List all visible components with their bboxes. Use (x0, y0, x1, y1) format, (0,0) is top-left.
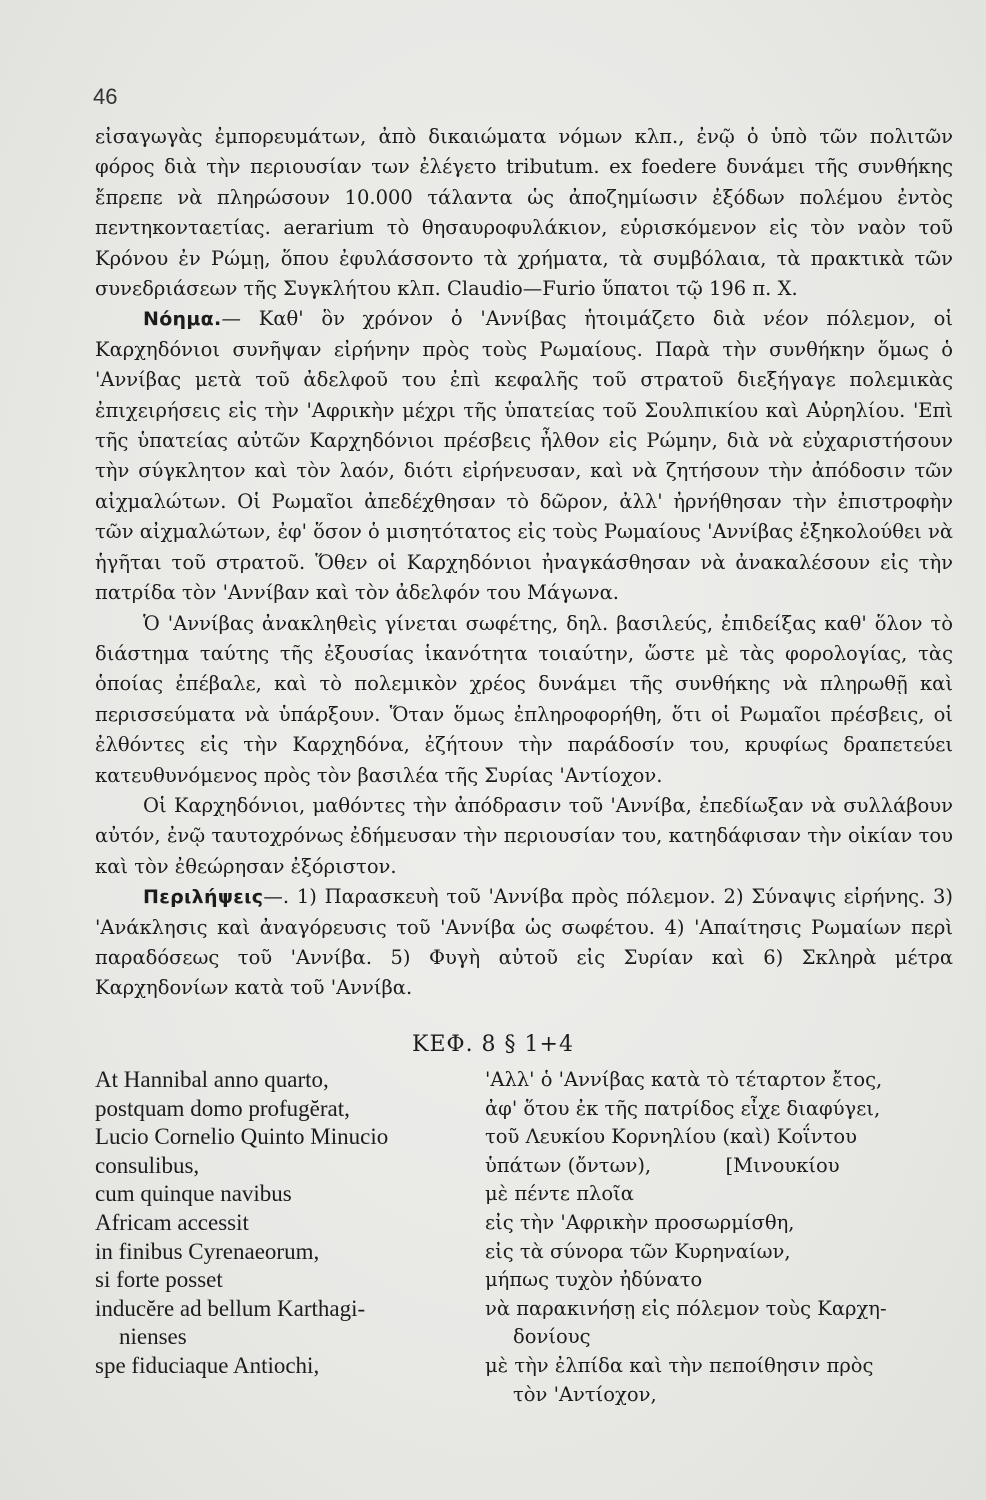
latin-column (95, 1066, 465, 1381)
paragraph-text: —. 1) Παρασκευὴ τοῦ 'Αννίβα πρὸς πόλεμον. 2) Σύναψις εἰρήνης. 3) 'Ανάκλησις καὶ ἀναγόρευσις τοῦ 'Αννίβα ὡς σωφέτου. 4) 'Απαίτησις Ρωμαίων περὶ παραδόσεως τοῦ 'Αννίβα. 5) Φυγὴ αὐτοῦ εἰς Συρίαν καὶ 6) Σκληρὰ μέτρα Καρχηδονίων κατὰ τοῦ 'Αννίβα. (95, 885, 953, 1000)
paragraph-text: Ὁ 'Αννίβας ἀνακληθεὶς γίνεται σωφέτης, δηλ. βασιλεύς, ἐπιδείξας καθ' ὅλον τὸ διάστημα ταύτης τῆς ἐξουσίας ἱκανότητα τοιαύτην, ὥστε μὲ τὰς φορολογίας, τὰς ὁποίας ἐπέβαλε, καὶ τὸ πολεμικὸν χρέος δυνάμει τῆς συνθήκης νὰ πληρωθῇ καὶ περισσεύματα νὰ ὑπάρξουν. Ὅταν ὅμως ἐπληροφορήθη, ὅτι οἱ Ρωμαῖοι πρέσβεις, οἱ ἐλθόντες εἰς τὴν Καρχηδόνα, ἐζήτουν τὴν παράδοσίν του, κρυφίως δραπετεύει κατευθυνόμενος πρὸς τὸν βασιλέα τῆς Συρίας 'Αντίοχον. (95, 611, 953, 787)
chapter-heading: ΚΕΦ. 8 § 1+4 (412, 1032, 574, 1057)
greek-line: ὑπάτων (ὄντων), [Μινουκίου (485, 1153, 840, 1177)
latin-line: in finibus Cyrenaeorum, (95, 1238, 320, 1264)
page-number: 46 (93, 84, 118, 109)
greek-line: μὲ πέντε πλοῖα (485, 1182, 634, 1206)
latin-line: si forte posset (95, 1267, 223, 1293)
latin-line: spe fiduciaque Antiochi, (95, 1352, 320, 1378)
greek-line: τοῦ Λευκίου Κορνηλίου (καὶ) Κοΐντου (485, 1125, 857, 1149)
commentary-text (95, 122, 953, 1004)
greek-line: εἰς τὰ σύνορα τῶν Κυρηναίων, (485, 1239, 791, 1263)
greek-line: ἀφ' ὅτου ἐκ τῆς πατρίδος εἶχε διαφύγει, (485, 1096, 881, 1120)
latin-line: cum quinque navibus (95, 1181, 292, 1207)
paragraph-lead: Περιλήψεις (143, 886, 264, 909)
paragraph-text: Οἱ Καρχηδόνιοι, μαθόντες τὴν ἀπόδρασιν τοῦ 'Αννίβα, ἐπεδίωξαν νὰ συλλάβουν αὐτόν, ἐνῷ ταυτοχρόνως ἐδήμευσαν τὴν περιουσίαν του, κατηδάφισαν τὴν οἰκίαν του καὶ τὸν ἐθεώρησαν ἐξόριστον. (95, 793, 953, 878)
greek-line: νὰ παρακινήσῃ εἰς πόλεμον τοὺς Καρχη- (485, 1296, 887, 1320)
greek-line: 'Αλλ' ὁ 'Αννίβας κατὰ τὸ τέταρτον ἔτος, (485, 1068, 883, 1091)
paragraph-carthaginians-pursuit (95, 791, 953, 882)
paragraph-text: εἰσαγωγὰς ἐμπορευμάτων, ἀπὸ δικαιώματα νόμων κλπ., ἐνῷ ὁ ὑπὸ τῶν πολιτῶν φόρος διὰ τὴν περιουσίαν των ἐλέγετο tributum. ex foedere δυνάμει τῆς συνθήκης ἔπρεπε νὰ πληρώσουν 10.000 τάλαντα ὡς ἀποζημίωσιν ἐξόδων πολέμου ἐντὸς πεντηκονταετίας. aerarium τὸ θησαυροφυλάκιον, εὑρισκόμενον εἰς τὸν ναὸν τοῦ Κρόνου ἐν Ρώμῃ, ὅπου ἐφυλάσσοντο τὰ χρήματα, τὰ συμβόλαια, τὰ πρακτικὰ τῶν συνεδριάσεων τῆς Συγκλήτου κλπ. Claudio—Furio ὕπατοι τῷ 196 π. Χ. (95, 125, 953, 301)
greek-line: μήπως τυχὸν ἠδύνατο (485, 1268, 703, 1292)
latin-line: inducĕre ad bellum Karthagi- (95, 1295, 366, 1321)
greek-line: τὸν 'Αντίοχον, (513, 1382, 657, 1406)
latin-line: Lucio Cornelio Quinto Minucio (95, 1124, 389, 1150)
latin-line: consulibus, (95, 1152, 200, 1178)
paragraph-text: — Καθ' ὃν χρόνον ὁ 'Αννίβας ἡτοιμάζετο διὰ νέον πόλεμον, οἱ Καρχηδόνιοι συνῆψαν εἰρήνην πρὸς τοὺς Ρωμαίους. Παρὰ τὴν συνθήκην ὅμως ὁ 'Αννίβας μετὰ τοῦ ἀδελφοῦ του ἐπὶ κεφαλῆς τοῦ στρατοῦ διεξήγαγε πολεμικὰς ἐπιχειρήσεις εἰς τὴν 'Αφρικὴν μέχρι τῆς ὑπατείας τοῦ Σουλπικίου καὶ Αὐρηλίου. 'Επὶ τῆς ὑπατείας αὐτῶν Καρχηδόνιοι πρέσβεις ἦλθον εἰς Ρώμην, διὰ νὰ εὐχαριστήσουν τὴν σύγκλητον καὶ τὸν λαόν, διότι εἰρήνευσαν, καὶ νὰ ζητήσουν τὴν ἀπόδοσιν τῶν αἰχμαλώτων. Οἱ Ρωμαῖοι ἀπεδέχθησαν τὸ δῶρον, ἀλλ' ἠρνήθησαν τὴν ἐπιστροφὴν τῶν αἰχμαλώτων, ἐφ' ὅσον ὁ μισητότατος εἰς τοὺς Ρωμαίους 'Αννίβας ἐξηκολούθει νὰ ἡγῆται τοῦ στρατοῦ. Ὅθεν οἱ Καρχηδόνιοι ἠναγκάσθησαν νὰ ἀνακαλέσουν εἰς τὴν πατρίδα τὸν 'Αννίβαν καὶ τὸν ἀδελφόν του Μάγωνα. (95, 307, 953, 605)
paragraph-vocabulary-notes (95, 122, 953, 304)
latin-line: nienses (119, 1324, 187, 1350)
paragraph-meaning (95, 304, 953, 608)
greek-line: δονίους (513, 1325, 591, 1349)
greek-line: εἰς τὴν 'Αφρικὴν προσωρμίσθη, (485, 1210, 795, 1234)
paragraph-summaries (95, 882, 953, 1004)
greek-column (485, 1066, 953, 1409)
latin-line: postquam domo profugĕrat, (95, 1095, 350, 1121)
latin-line: At Hannibal anno quarto, (95, 1067, 329, 1092)
paragraph-lead: Νόημα. (143, 308, 222, 331)
greek-line: μὲ τὴν ἐλπίδα καὶ τὴν πεποίθησιν πρὸς (485, 1353, 874, 1377)
paragraph-hannibal-recalled (95, 609, 953, 791)
latin-line: Africam accessit (95, 1209, 249, 1235)
